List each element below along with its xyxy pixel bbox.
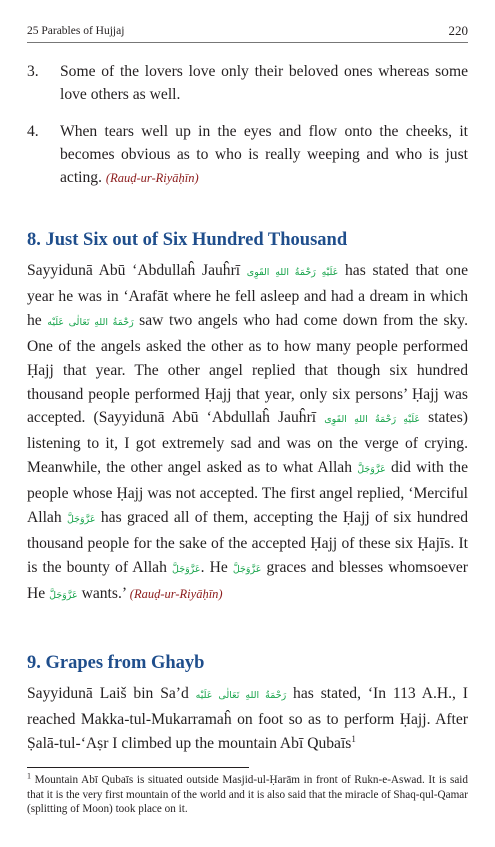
honorific-arabic: عَلَيْهِ رَحْمَةُ اللهِ القَوِى <box>246 267 339 278</box>
section-9-paragraph: Sayyidunā Laiš bin Sa’d رَحْمَةُ اللهِ تَعَالٰى عَلَيْه has stated, ‘In 113 A.H., I reached Makka-tul-Mukarramaĥ on foot so as to perform Ḥajj. After Ṣalā-tul-‘Aṣr I climbed up the mountain Abī Qubaīs$^1$ <box>27 685 468 752</box>
honorific-arabic: رَحْمَةُ اللهِ تَعَالٰى عَلَيْه <box>195 690 287 701</box>
list-item <box>27 120 468 190</box>
footnote-text: Mountain Abī Qubaīs is situated outside Masjid-ul-Ḥarām in front of Rukn-e-Aswad. It is said that it is the very first mountain of the world and it is also said that the miracle of Shaq-qul-Qamar (splitting of Moon) took place on it. <box>27 774 468 815</box>
footnote <box>27 773 468 817</box>
list-item-number: 4. <box>27 123 39 140</box>
honorific-arabic: عَلَيْهِ رَحْمَةُ اللهِ القَوِى <box>324 414 421 426</box>
honorific-arabic: عَزَّوَجَلَّ <box>172 563 201 575</box>
footnote-reference[interactable]: 1 <box>351 733 356 744</box>
honorific-arabic: رَحْمَةُ اللهِ تَعَالٰى عَلَيْه <box>47 316 134 328</box>
section-heading-9: 9. Grapes from Ghayb <box>27 653 205 673</box>
footnote-rule <box>27 767 249 768</box>
section-8-paragraph: Sayyidunā Abū ‘Abdullaĥ Jauĥrī عَلَيْهِ رَحْمَةُ اللهِ القَوِى has stated that one year he was in ‘Arafāt where he fell asleep and had a dream in which he رَحْمَةُ اللهِ تَعَالٰى عَلَيْه saw two angels who had come down from the sky. One of the angels asked the other as to how many people performed Ḥajj that year. The other angel replied that though six hundred thousand people performed Ḥajj that year, only six persons’ Ḥajj was accepted. (Sayyidunā Abū ‘Abdullaĥ Jauĥrī عَلَيْهِ رَحْمَةُ اللهِ القَوِى states) listening to it, I got extremely sad and was on the verge of crying. Meanwhile, the other angel asked as to what Allah عَزَّوَجَلَّ did with the people whose Ḥajj was not accepted. The first angel replied, ‘Merciful Allah عَزَّوَجَلَّ has graced all of them, accepting the Ḥajj of six hundred thousand people for the sake of the accepted Ḥajj of these six Ḥajīs. It is the bounty of Allah عَزَّوَجَلَّ. He عَزَّوَجَلَّ graces and blesses whomsoever He عَزَّوَجَلَّ wants.’ (Rauḍ-ur-Riyāḥīn) <box>27 262 469 602</box>
honorific-arabic: عَزَّوَجَلَّ <box>357 464 386 476</box>
list-item <box>27 60 468 106</box>
list-item-body <box>60 120 468 190</box>
page-number: 220 <box>448 23 468 38</box>
footnote-marker: 1 <box>27 771 31 781</box>
book-title: 25 Parables of Hujjaj <box>27 25 125 37</box>
honorific-arabic: عَزَّوَجَلَّ <box>232 563 262 575</box>
header-rule <box>27 42 468 43</box>
honorific-arabic: عَزَّوَجَلَّ <box>66 514 96 526</box>
source-citation: (Rauḍ-ur-Riyāḥīn) <box>129 586 223 601</box>
numbered-list <box>27 60 468 190</box>
list-item-text: When tears well up in the eyes and flow onto the cheeks, it becomes obvious as to who is really weeping and who is just acting. <box>60 123 468 186</box>
list-item-number: 3. <box>27 63 39 80</box>
list-item-text: Some of the lovers love only their beloved ones whereas some love others as well. <box>60 63 468 103</box>
honorific-arabic: عَزَّوَجَلَّ <box>49 589 78 601</box>
running-head <box>27 22 468 40</box>
section-heading-8: 8. Just Six out of Six Hundred Thousand <box>27 230 348 250</box>
source-citation: (Rauḍ-ur-Riyāḥīn) <box>105 171 199 185</box>
